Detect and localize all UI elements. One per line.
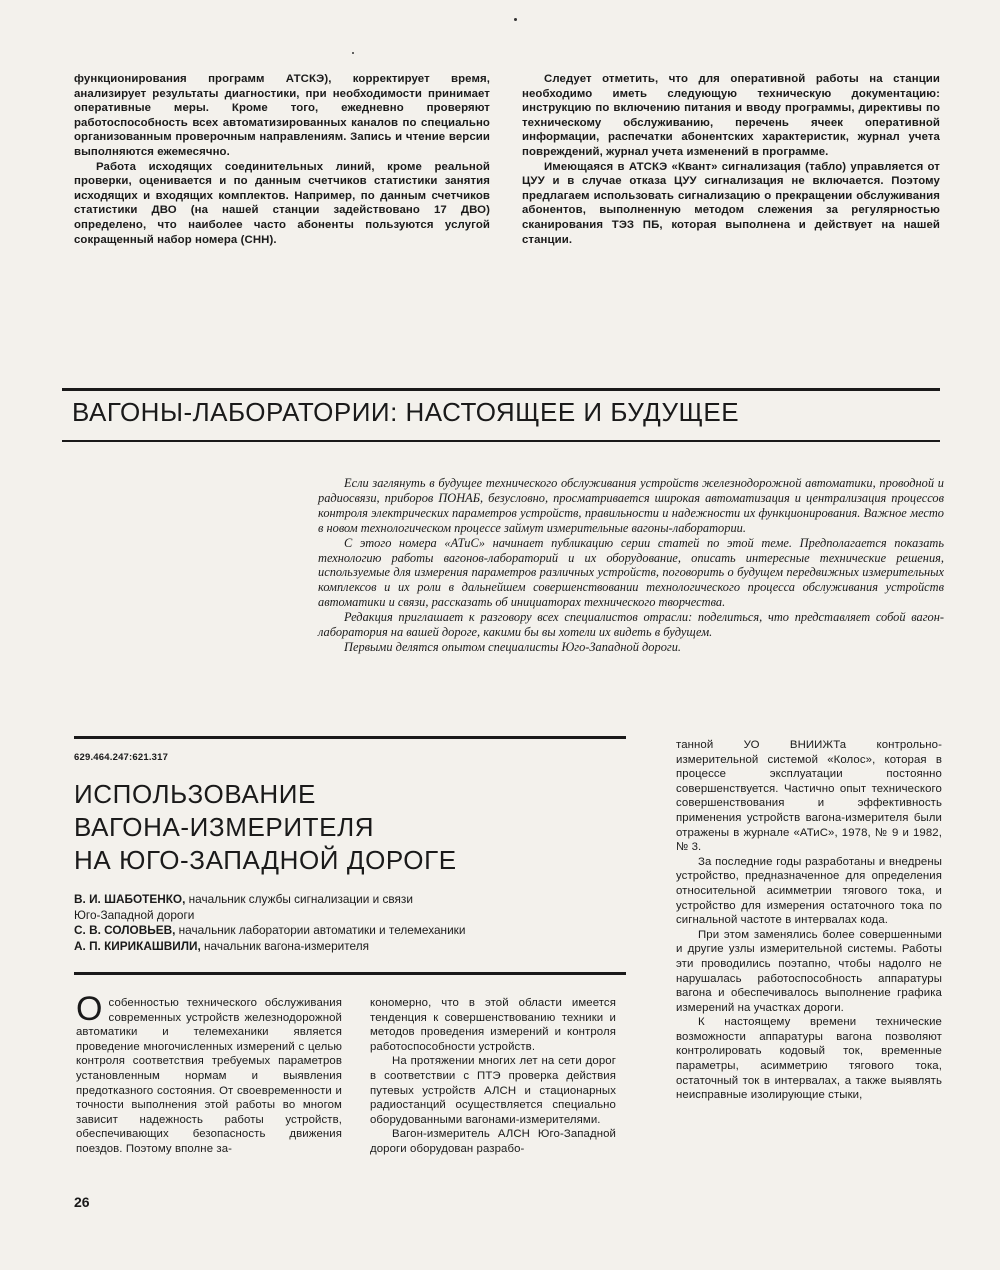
drop-cap: О	[76, 990, 103, 1028]
author-line	[74, 908, 634, 924]
section-top-rule	[62, 388, 940, 391]
author-line	[74, 892, 634, 908]
author-line	[74, 923, 634, 939]
author-name: В. И. ШАБОТЕНКО,	[74, 892, 186, 906]
paragraph: Имеющаяся в АТСКЭ «Квант» сигнализация (табло) управляется от ЦУУ и в случае отказа ЦУУ сигнализация не включается. Поэтому предлагаем использовать сигнализацию о прекращении обслуживания абонентов, выполненную методом слежения за регулярностью сканирования ТЭЗ ПБ, которая выполнена и действует на нашей станции.	[522, 160, 940, 246]
lead-paragraph: Редакция приглашает к разговору всех специалистов отрасли: поделиться, что представляет собой вагон-лаборатория на вашей дороге, какими бы вы хотели их видеть в будущем.	[318, 610, 944, 640]
title-line: ВАГОНА-ИЗМЕРИТЕЛЯ	[74, 812, 375, 842]
udc-code: 629.464.247:621.317	[74, 752, 169, 763]
paragraph: кономерно, что в этой области имеется тенденция к совершенствованию техники и методов проведения измерений и контроля работоспособности устройств.	[370, 997, 616, 1053]
section-bottom-rule	[62, 440, 940, 442]
paragraph: К настоящему времени технические возможности аппаратуры вагона позволяют контролировать кодовый ток, временные параметры, асимметрию тягового тока, остаточный ток в интервалах, а также выявлять неисправные изолирующие стыки,	[676, 1016, 942, 1102]
article-top-rule	[74, 736, 626, 739]
lead-paragraph: Первыми делятся опытом специалисты Юго-Западной дороги.	[344, 639, 682, 654]
author-name: С. В. СОЛОВЬЕВ,	[74, 923, 176, 937]
lead-paragraph: С этого номера «АТиС» начинает публикацию серии статей по этой теме. Предполагается показать технологию работы вагонов-лабораторий и их оборудование, описать интересные технические решения, используемые для измерения параметров различных устройств, поговорить о будущем передвижных измерительных комплексов и их роли в дальнейшем совершенствовании технологического процесса обслуживания устройств автоматики и связи, рассказать об инициаторах технического творчества.	[318, 535, 944, 610]
paragraph: функционирования программ АТСКЭ), корректирует время, анализирует результаты диагностики, при необходимости принимает оперативные меры. Кроме того, ежедневно проверяют работоспособность всех автоматизированных каналов по специально организованным проверочным направлениям. Запись и чтение версии выполняются ежемесячно.	[74, 73, 490, 158]
paragraph: танной УО ВНИИЖТа контрольно-измерительной системой «Колос», которая в процессе эксплуатации постоянно совершенствуется. Частично опыт технического совершенствования и эффективность применения устройств вагона-измерителя были отражены в журнале «АТиС», 1978, № 9 и 1982, № 3.	[676, 739, 942, 854]
author-role: начальник службы сигнализации и связи	[188, 892, 413, 906]
paragraph: На протяжении многих лет на сети дорог в соответствии с ПТЭ проверка действия путевых устройств АЛСН и стационарных радиостанций осуществляется специально оборудованными вагонами-измерителями.	[370, 1055, 616, 1126]
author-role: начальник лаборатории автоматики и телемеханики	[178, 923, 466, 937]
paragraph: Вагон-измеритель АЛСН Юго-Западной дороги оборудован разрабо-	[370, 1128, 616, 1155]
title-line: НА ЮГО-ЗАПАДНОЙ ДОРОГЕ	[74, 845, 457, 875]
section-heading: ВАГОНЫ-ЛАБОРАТОРИИ: НАСТОЯЩЕЕ И БУДУЩЕЕ	[72, 397, 740, 427]
article-title	[74, 778, 594, 877]
article-column-3	[676, 738, 942, 1103]
author-role: начальник вагона-измерителя	[204, 938, 369, 953]
scan-speck	[352, 52, 354, 54]
author-role: Юго-Западной дороги	[74, 907, 195, 922]
lead-paragraph: Если заглянуть в будущее технического обслуживания устройств железнодорожной автоматики, проводной и радиосвязи, приборов ПОНАБ, безусловно, просматривается широкая автоматизация и централизация процессов контроля электрических параметров устройств, правильности и надежности их функционирования. Важное место в новом технологическом процессе займут измерительные вагоны-лаборатории.	[318, 476, 944, 535]
paragraph: Работа исходящих соединительных линий, кроме реальной проверки, оценивается и по данным счетчиков статистики занятия исходящих и входящих комплектов. Например, по данным счетчиков статистики ДВО (на нашей станции задействовано 17 ДВО) определено, что наиболее часто абоненты пользуются услугой сокращенный набор номера (СНН).	[74, 160, 490, 246]
top-left-column	[74, 72, 490, 247]
article-column-2	[370, 996, 616, 1157]
paragraph: Следует отметить, что для оперативной работы на станции необходимо иметь следующую техническую документацию: инструкцию по включению питания и вводу программы, директивы по техническому обслуживанию, перечень ячеек оперативной информации, распечатки абонентских характеристик, журнал учета повреждений, журнал учета изменений в программе.	[522, 73, 940, 158]
article-divider-rule	[74, 972, 626, 975]
author-list	[74, 892, 634, 954]
title-line: ИСПОЛЬЗОВАНИЕ	[74, 779, 316, 809]
scan-speck	[514, 18, 517, 21]
page-number: 26	[74, 1194, 90, 1210]
author-name: А. П. КИРИКАШВИЛИ,	[74, 938, 201, 953]
paragraph: За последние годы разработаны и внедрены устройство, предназначенное для определения относительной асимметрии тягового тока, и устройство для измерения остаточного тока по сигнальной частоте в интервалах кода.	[676, 855, 942, 927]
top-right-column	[522, 72, 940, 247]
editorial-lead	[318, 476, 944, 655]
paragraph	[76, 990, 342, 1157]
paragraph-text: собенностью технического обслуживания современных устройств железнодорожной автоматики и телемеханики является проведение многочисленных измерений с целью контроля соответствия требуемых параметров установленным нормам и выявления предотказного состояния. От своевременности и точности выполнения этой работы во многом зависит надежность работы устройств, обеспечивающих безопасность движения поездов. Поэтому вполне за-	[76, 997, 342, 1155]
author-line	[74, 939, 634, 955]
paragraph: При этом заменялись более совершенными и другие узлы измерительной системы. Работы эти проводились поэтапно, чтобы надолго не нарушалась работоспособность аппаратуры вагона и обеспечивалось выполнение графика измерений на участках дороги.	[676, 928, 942, 1014]
article-column-1	[76, 990, 342, 1157]
